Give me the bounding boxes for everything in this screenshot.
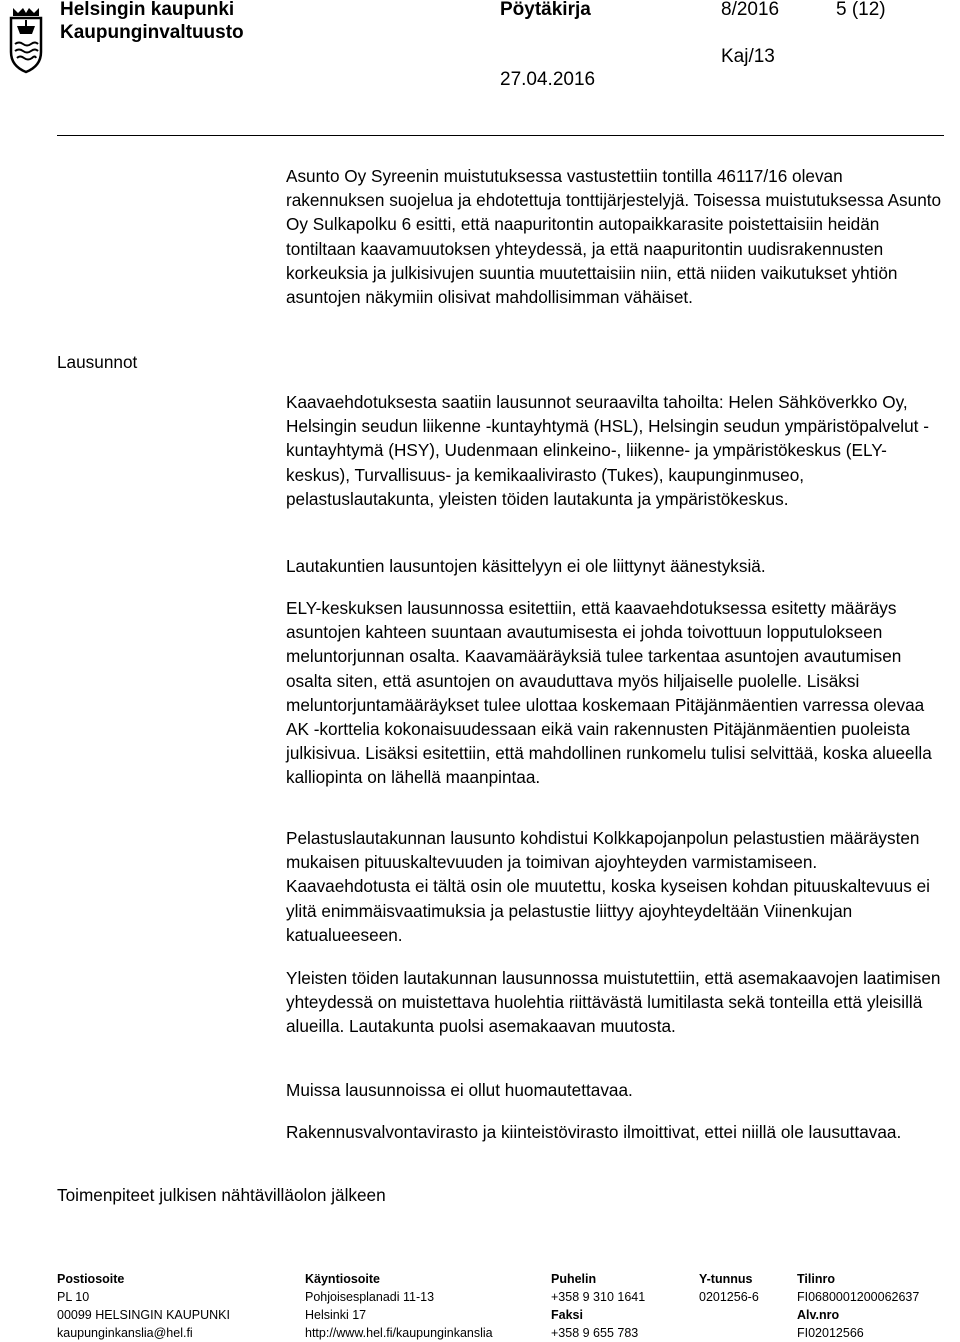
- document-type: Pöytäkirja: [500, 0, 591, 20]
- body-paragraph: Pelastuslautakunnan lausunto kohdistui Kolkkapojanpolun pelastustien määräysten mukaisen pituuskaltevuuden ja toimivan ajoyhteyden varmistamiseen. Kaavaehdotusta ei tältä osin ole muutettu, koska kyseisen kohdan pituuskaltevuus ei ylitä enimmäisvaatimuksia ja pelastustie liittyy ajoyhteydeltään Viinenkujan katualueeseen.: [286, 828, 930, 945]
- body-paragraph: Lautakuntien lausuntojen käsittelyyn ei ole liittynyt äänestyksiä.: [286, 556, 766, 576]
- body-paragraph: Asunto Oy Syreenin muistutuksessa vastustettiin tontilla 46117/16 olevan rakennuksen suojelua ja ehdotettuja tonttijärjestelyjä. Toisessa muistutuksessa Asunto Oy Sulkapolku 6 esitti, että naapuritontin autopaikkarasite poistettaisiin heidän tontiltaan kaavamuutoksen yhteydessä, ja että naapuritontin uudisrakennusten korkeuksia ja julkisivujen suuntia muutettaisiin niin, että niiden vaikutukset yhtiön asuntojen näkymiin olisivat mahdollisimman vähäiset.: [286, 166, 942, 308]
- body-paragraph: Muissa lausunnoissa ei ollut huomautettavaa.: [286, 1080, 633, 1100]
- section-heading-lausunnot: Lausunnot: [57, 352, 138, 372]
- body-paragraph: Rakennusvalvontavirasto ja kiinteistövirasto ilmoittivat, ettei niillä ole lausuttavaa.: [286, 1122, 902, 1142]
- body-paragraph: Kaavaehdotuksesta saatiin lausunnot seuraavilta tahoilta: Helen Sähköverkko Oy, Helsingin seudun liikenne -kuntayhtymä (HSL), Helsingin seudun ympäristöpalvelut -kuntayhtymä (HSY), Uudenmaan elinkeino-, liikenne- ja ympäristökeskus (ELY-keskus), Turvallisuus- ja kemikaalivirasto (Tukes), kaupunginmuseo, pelastuslautakunta, yleisten töiden lautakunta ja ympäristökeskus.: [286, 392, 929, 509]
- body-paragraph: ELY-keskuksen lausunnossa esitettiin, että kaavaehdotuksessa esitetty määräys asuntojen kahteen suuntaan avautumisesta ei johda toivottuun lopputulokseen meluntorjunnan osalta. Kaavamääräyksiä tulee tarkentaa asuntojen avautumisen osalta siten, että asuntojen on avauduttava myös hiljaiselle puolelle. Lisäksi meluntorjuntamääräykset tulee ulottaa koskemaan Pitäjänmäentien varressa olevaa AK -korttelia kokonaisuudessaan eikä vain rakennusten Pitäjänmäentien puoleista julkisivua. Lisäksi esitettiin, että mahdollinen runkomelu tulisi selvittää, koska alueella kalliopinta on lähellä maanpintaa.: [286, 598, 932, 788]
- council-name: Kaupunginvaltuusto: [60, 22, 244, 43]
- footer-phone: Puhelin +358 9 310 1641 Faksi +358 9 655 783: [551, 1272, 646, 1340]
- footer-postal-address: Postiosoite PL 10 00099 HELSINGIN KAUPUNKI kaupunginkanslia@hel.fi: [57, 1272, 230, 1340]
- header-divider: [57, 135, 944, 136]
- meeting-date: 27.04.2016: [500, 69, 596, 90]
- footer-account: Tilinro FI0680001200062637 Alv.nro FI02012566: [797, 1272, 920, 1340]
- case-number: Kaj/13: [721, 46, 775, 67]
- page-number: 5 (12): [836, 0, 886, 20]
- footer-business-id: Y-tunnus 0201256-6: [699, 1272, 759, 1304]
- footer-visiting-address: Käyntiosoite Pohjoisesplanadi 11-13 Helsinki 17 http://www.hel.fi/kaupunginkanslia: [305, 1272, 493, 1340]
- helsinki-coat-of-arms-logo: [5, 4, 47, 76]
- footer-website-link[interactable]: http://www.hel.fi/kaupunginkanslia: [305, 1326, 493, 1340]
- section-heading-toimenpiteet: Toimenpiteet julkisen nähtävilläolon jälkeen: [57, 1185, 386, 1205]
- footer-email[interactable]: kaupunginkanslia@hel.fi: [57, 1326, 193, 1340]
- document-number: 8/2016: [721, 0, 780, 20]
- body-paragraph: Yleisten töiden lautakunnan lausunnossa muistutettiin, että asemakaavojen laatimisen yhteydessä on muistettava huolehtia riittävästä lumitilasta sekä tonteilla että yleisillä alueilla. Lautakunta puolsi asemakaavan muutosta.: [286, 968, 941, 1037]
- organization-name: Helsingin kaupunki: [60, 0, 235, 20]
